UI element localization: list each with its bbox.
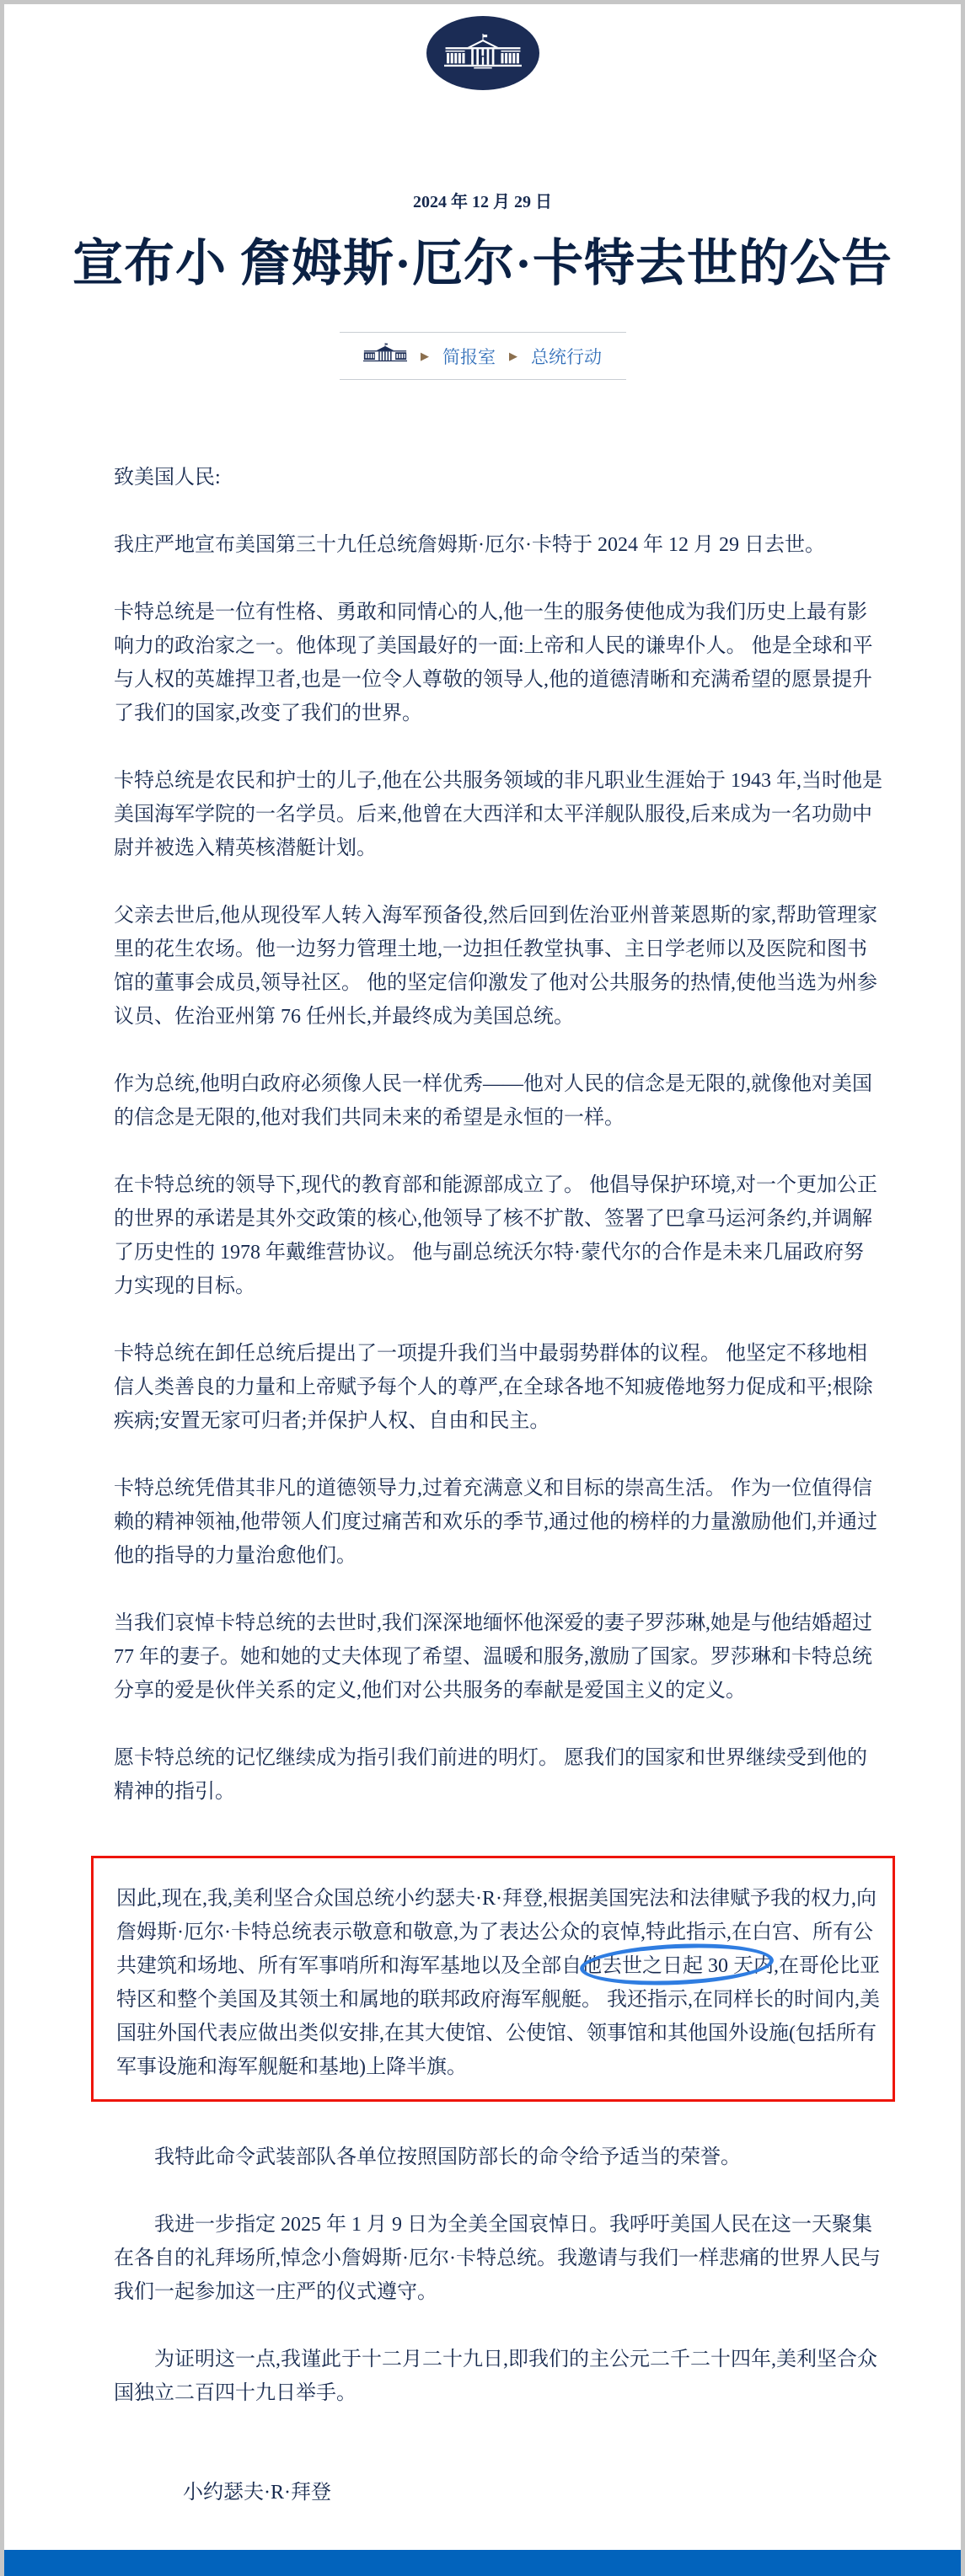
footer-bar [4,2550,961,2576]
page-title: 宣布小 詹姆斯·厄尔·卡特去世的公告 [72,236,893,291]
white-house-facade-icon [444,33,522,73]
paragraph: 我进一步指定 2025 年 1 月 9 日为全美全国哀悼日。我呼吁美国人民在这一天聚集在各自的礼拜场所,悼念小詹姆斯·厄尔·卡特总统。我邀请与我们一样悲痛的世界人民与我们一起参加这一庄严的仪式遵守。 [114,2214,881,2304]
breadcrumb [340,332,626,380]
breadcrumb-arrow-icon: ▶ [509,350,517,363]
paragraph: 为证明这一点,我谨此于十二月二十九日,即我们的主公元二千二十四年,美利坚合众国独立二百四十九日举手。 [114,2349,877,2405]
proclamation-body [91,461,895,2410]
breadcrumb-link-presidential-actions[interactable]: 总统行动 [531,346,602,367]
paragraph: 卡特总统是农民和护士的儿子,他在公共服务领域的非凡职业生涯始于 1943 年,当时他是美国海军学院的一名学员。后来,他曾在大西洋和太平洋舰队服役,后来成为一名功勋中尉并被选入精英核潜艇计划。 [114,770,882,860]
paragraph: 我特此命令武装部队各单位按照国防部长的命令给予适当的荣誉。 [154,2146,741,2169]
paragraph: 卡特总统是一位有性格、勇敢和同情心的人,他一生的服务使他成为我们历史上最有影响力的政治家之一。他体现了美国最好的一面:上帝和人民的谦卑仆人。 他是全球和平与人权的英雄捍卫者,也是一位令人尊敬的领导人,他的道德清晰和充满希望的愿景提升了我们的国家,改变了我们的世界。 [114,601,873,725]
circled-phrase: 去世之日起 30 天 [602,1955,753,1977]
breadcrumb-home-white-house-icon[interactable] [363,343,407,369]
paragraph: 父亲去世后,他从现役军人转入海军预备役,然后回到佐治亚州普莱恩斯的家,帮助管理家里的花生农场。他一边努力管理土地,一边担任教堂执事、主日学老师以及医院和图书馆的董事会成员,领导社区。 他的坚定信仰激发了他对公共服务的热情,使他当选为州参议员、佐治亚州第 76 任州长,并最终成为美国总统。 [114,905,877,1029]
publication-date: 2024 年 12 月 29 日 [413,193,552,211]
highlight-text-after: 内,在哥伦比亚特区和整个美国及其领土和属地的联邦政府海军舰艇。 我还指示,在同样长的时间内,美国驻外国代表应做出类似安排,在其大使馆、公使馆、领事馆和其他国外设施(包括所有军事设施和海军舰艇和基地)上降半旗。 [116,1955,880,2079]
salutation: 致美国人民: [114,467,221,489]
signature: 小约瑟夫·R·拜登 [183,2482,331,2504]
white-house-logo-icon [426,16,539,90]
paragraph: 作为总统,他明白政府必须像人民一样优秀——他对人民的信念是无限的,就像他对美国的信念是无限的,他对我们共同未来的希望是永恒的一样。 [114,1073,872,1130]
header-logo-area [4,16,961,90]
paragraph: 在卡特总统的领导下,现代的教育部和能源部成立了。 他倡导保护环境,对一个更加公正的世界的承诺是其外交政策的核心,他领导了核不扩散、签署了巴拿马运河条约,并调解了历史性的 1978 年戴维营协议。 他与副总统沃尔特·蒙代尔的合作是未来几届政府努力实现的目标。 [114,1174,877,1298]
highlighted-paragraph [116,1882,881,2084]
breadcrumb-link-briefing-room[interactable]: 简报室 [442,346,496,367]
highlight-text-before: 因此,现在,我,美利坚合众国总统小约瑟夫·R·拜登,根据美国宪法和法律赋予我的权力,向詹姆斯·厄尔·卡特总统表示敬意和敬意,为了表达公众的哀悼,特此指示,在白宫、所有公共建筑和场地、所有军事哨所和海军基地以及全部自他 [116,1888,877,1978]
paragraph: 当我们哀悼卡特总统的去世时,我们深深地缅怀他深爱的妻子罗莎琳,她是与他结婚超过 77 年的妻子。她和她的丈夫体现了希望、温暖和服务,激励了国家。罗莎琳和卡特总统分享的爱是伙伴关系的定义,他们对公共服务的奉献是爱国主义的定义。 [114,1612,872,1702]
paragraph: 卡特总统在卸任总统后提出了一项提升我们当中最弱势群体的议程。 他坚定不移地相信人类善良的力量和上帝赋予每个人的尊严,在全球各地不知疲倦地努力促成和平;根除疾病;安置无家可归者;并保护人权、自由和民主。 [114,1343,873,1433]
red-highlight-box-annotation [91,1856,895,2102]
paragraph: 我庄严地宣布美国第三十九任总统詹姆斯·厄尔·卡特于 2024 年 12 月 29 日去世。 [114,534,825,557]
paragraph: 愿卡特总统的记忆继续成为指引我们前进的明灯。 愿我们的国家和世界继续受到他的精神的指引。 [114,1747,867,1804]
paragraph: 卡特总统凭借其非凡的道德领导力,过着充满意义和目标的崇高生活。 作为一位值得信赖的精神领袖,他带领人们度过痛苦和欢乐的季节,通过他的榜样的力量激励他们,并通过他的指导的力量治愈他们。 [114,1478,877,1568]
breadcrumb-arrow-icon: ▶ [421,350,429,363]
